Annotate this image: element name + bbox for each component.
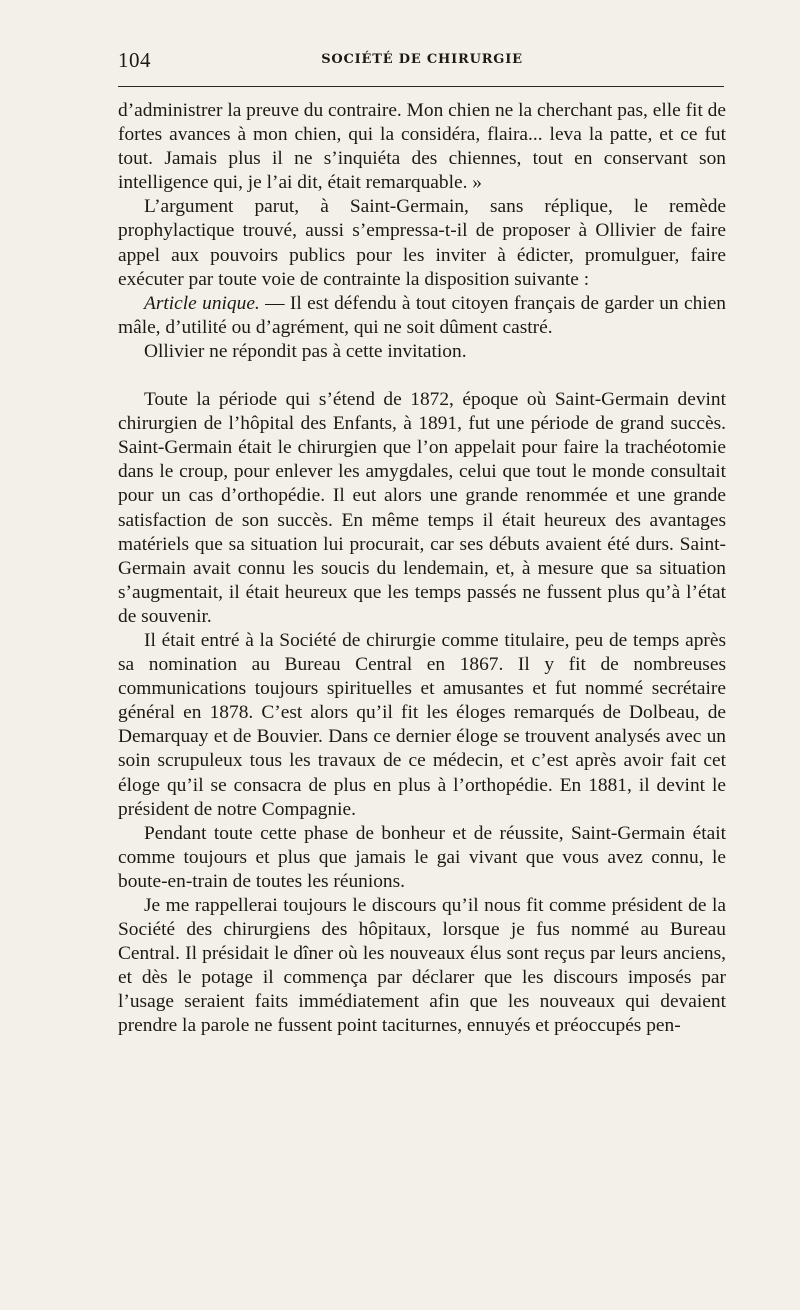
page-body bbox=[118, 99, 726, 1039]
paragraph-article bbox=[118, 292, 726, 340]
paragraph-period: Toute la période qui s’étend de 1872, époque où Saint-Germain devint chirurgien de l’hôpital des Enfants, à 1891, fut une période de grand succès. Saint-Germain était le chirurgien que l’on appelait pour faire la trachéotomie dans le croup, pour enlever les amygdales, celui que tout le monde consultait pour un cas d’orthopédie. Il eut alors une grande renommée et une grande satisfaction de son succès. En même temps il était heureux des avantages matériels que sa situation lui procurait, car ses débuts avaient été durs. Saint-Germain avait connu les soucis du lendemain, et, à mesure que sa situation s’augmentait, il était heureux que les temps passés ne fussent plus qu’à l’état de souvenir. bbox=[118, 389, 726, 627]
paragraph-ollivier: Ollivier ne répondit pas à cette invitation. bbox=[144, 340, 467, 362]
article-text: — Il est défendu à tout citoyen français de garder un chien mâle, d’utilité ou d’agrément, qui ne soit dûment castré. bbox=[118, 292, 726, 338]
article-label: Article unique. bbox=[144, 292, 260, 314]
paragraph-bonheur: Pendant toute cette phase de bonheur et de réussite, Saint-Germain était comme toujours et plus que jamais le gai vivant que vous avez connu, le boute-en-train de toutes les réunions. bbox=[118, 822, 726, 892]
page-number: 104 bbox=[118, 48, 151, 72]
header-rule bbox=[118, 86, 724, 87]
running-head bbox=[118, 48, 726, 72]
paragraph-discours: Je me rappellerai toujours le discours qu’il nous fit comme président de la Société des chirurgiens des hôpitaux, lorsque je fus nommé au Bureau Central. Il présidait le dîner où les nouveaux élus sont reçus par leurs anciens, et dès le potage il commença par déclarer que les discours imposés par l’usage seraient faits immédiatement afin que les nouveaux qui devaient prendre la parole ne fussent point taciturnes, ennuyés et préoccupés pen- bbox=[118, 895, 726, 1037]
paragraph-argument: L’argument parut, à Saint-Germain, sans réplique, le remède prophylactique trouvé, aussi s’empressa-t-il de proposer à Ollivier de faire appel aux pouvoirs publics pour les inviter à édicter, promulguer, faire exécuter par toute voie de contrainte la disposition suivante : bbox=[118, 196, 726, 290]
running-title: SOCIÉTÉ DE CHIRURGIE bbox=[321, 52, 523, 67]
paragraph-continued: d’administrer la preuve du contraire. Mon chien ne la cherchant pas, elle fit de fortes avances à mon chien, qui la considéra, flaira... leva la patte, et ce fut tout. Jamais plus il ne s’inquiéta des chiennes, tout en conservant son intelligence qui, je l’ai dit, était remarquable. » bbox=[118, 100, 726, 194]
paragraph-societe: Il était entré à la Société de chirurgie comme titulaire, peu de temps après sa nomination au Bureau Central en 1867. Il y fit de nombreuses communications toujours spirituelles et amusantes et fut nommé secrétaire général en 1878. C’est alors qu’il fit les éloges remarqués de Dolbeau, de Demarquay et de Bouvier. Dans ce dernier éloge se trouvent analysés avec un soin scrupuleux tous les travaux de ce médecin, et c’est après avoir fait cet éloge qu’il se consacra de plus en plus à l’orthopédie. En 1881, il devint le président de notre Compagnie. bbox=[118, 629, 726, 820]
